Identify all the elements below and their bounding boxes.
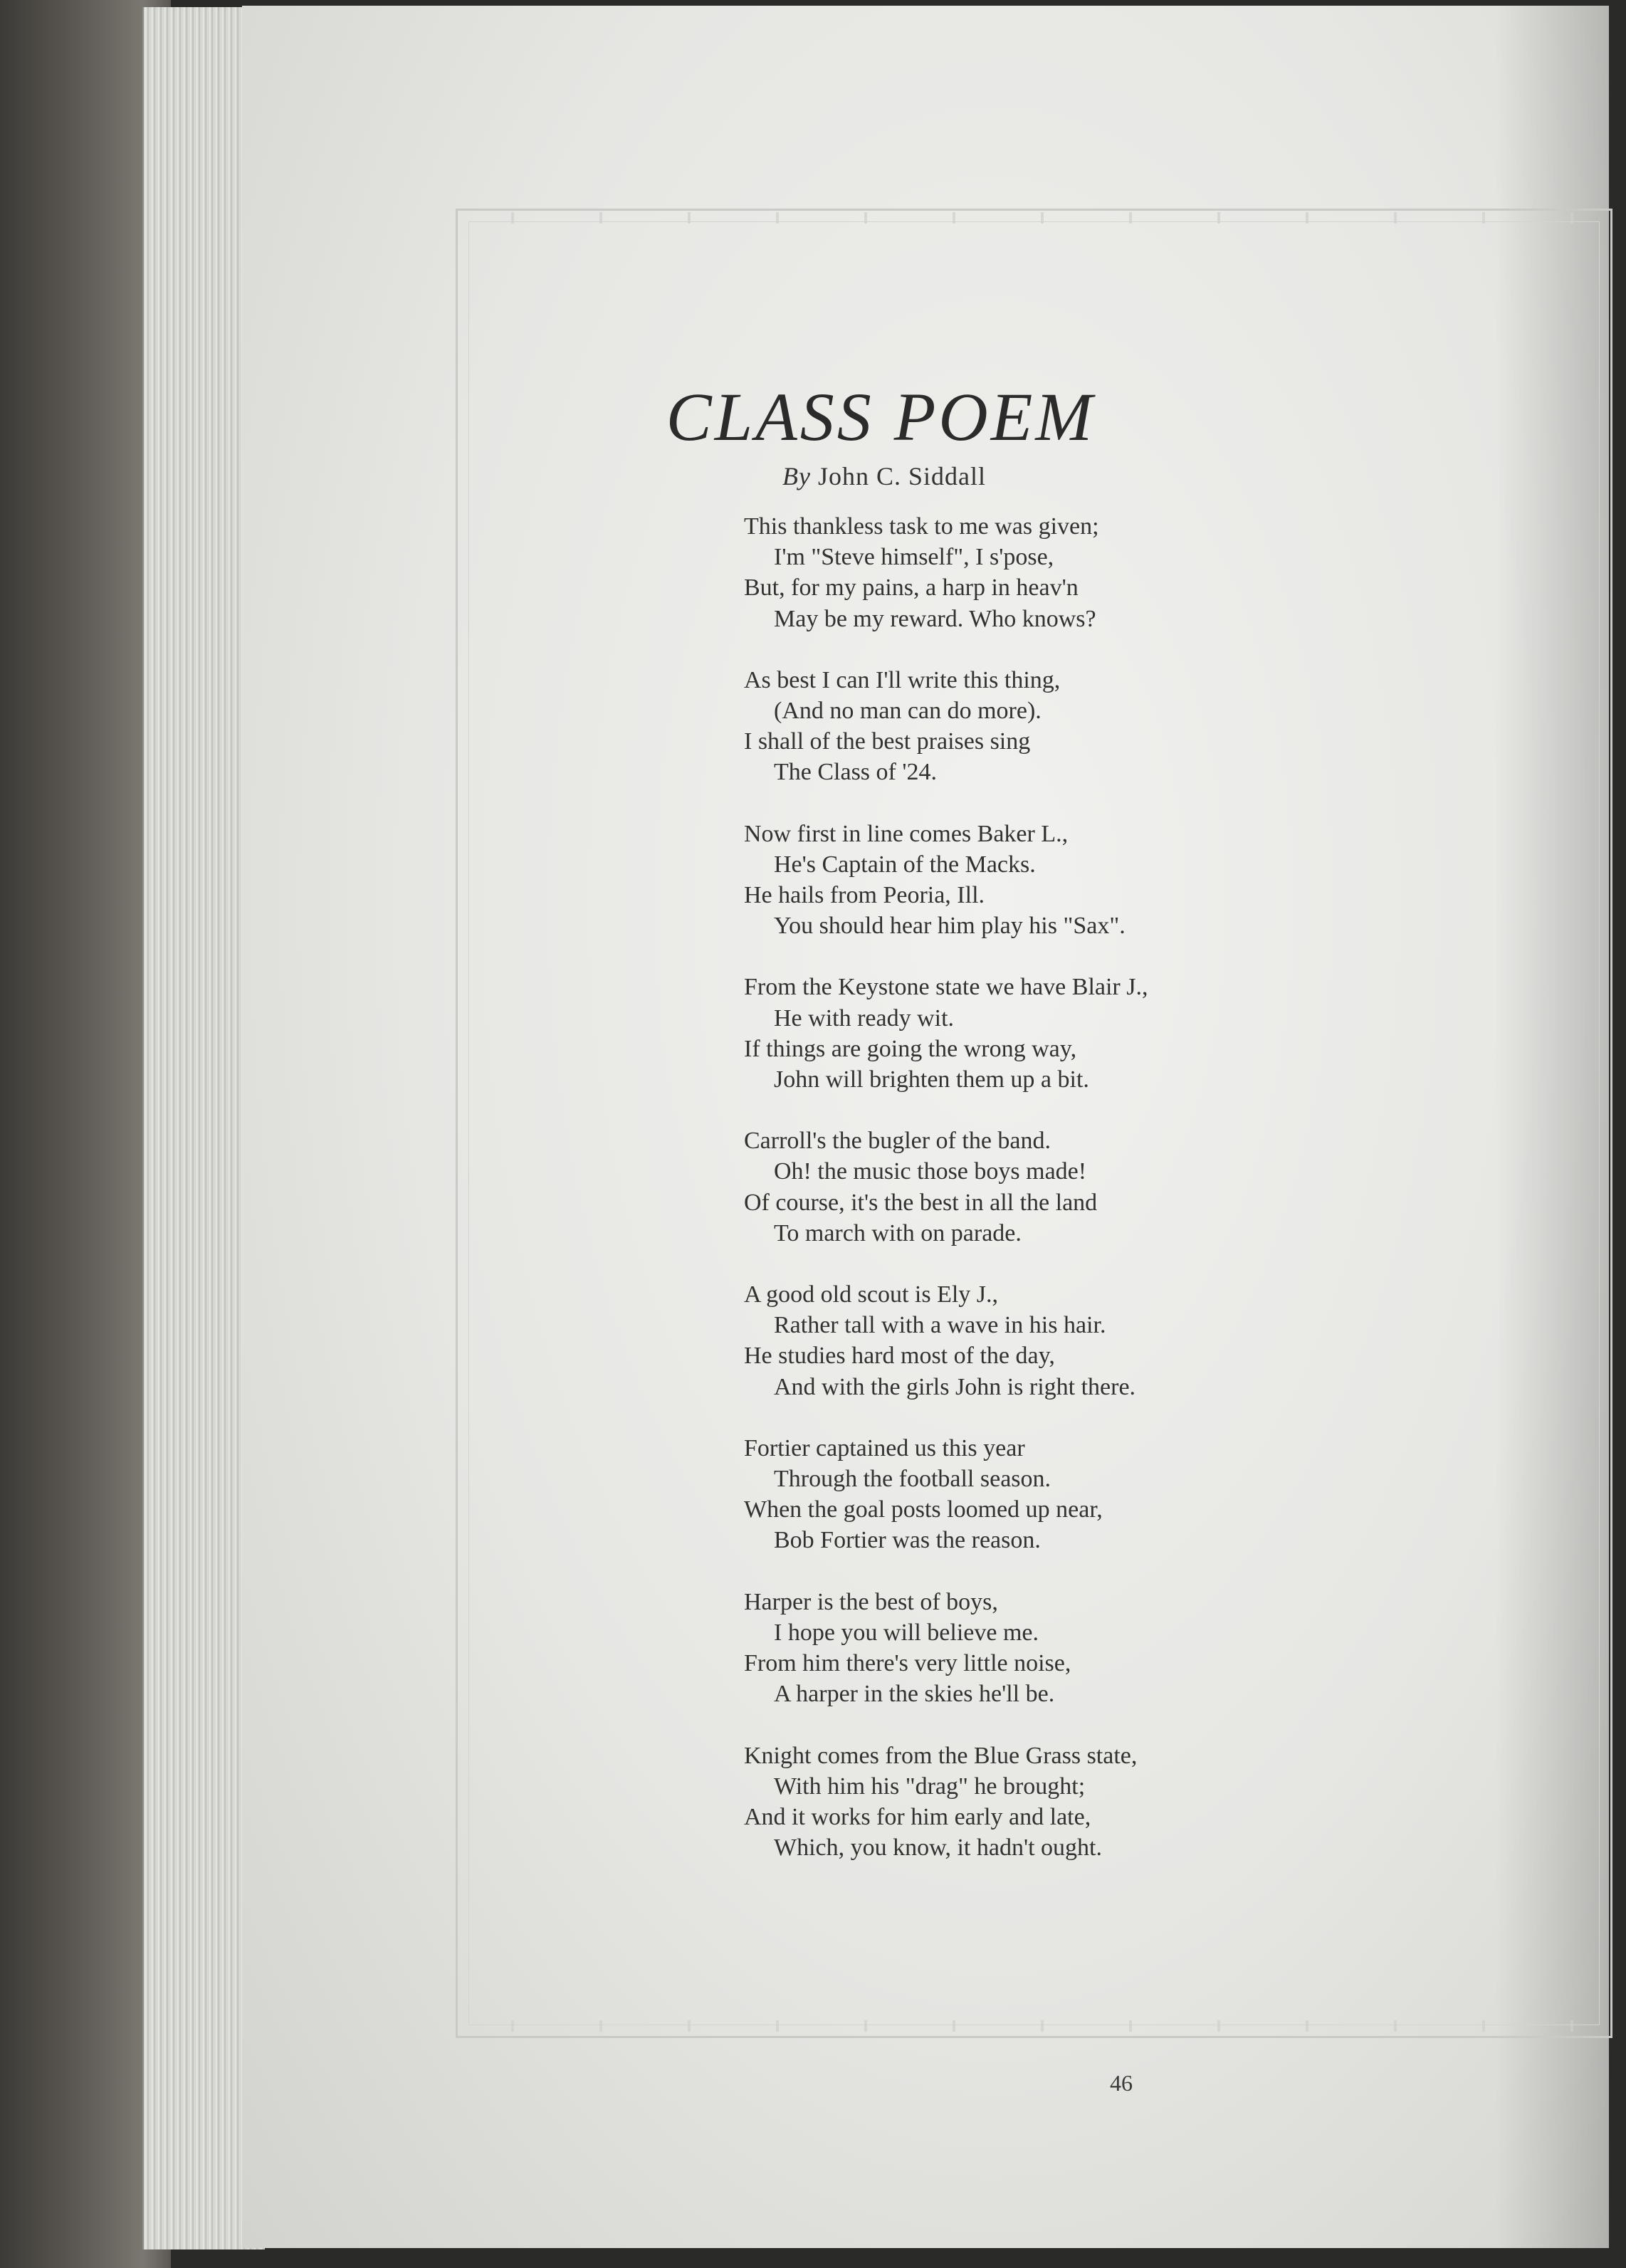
poem-line: Harper is the best of boys,: [744, 1588, 998, 1615]
poem-line: Of course, it's the best in all the land: [744, 1189, 1098, 1216]
poem-line: Which, you know, it hadn't ought.: [774, 1834, 1102, 1862]
author-name: John C. Siddall: [817, 462, 986, 490]
poem-line: When the goal posts loomed up near,: [744, 1496, 1103, 1523]
poem-line: As best I can I'll write this thing,: [744, 666, 1061, 693]
stanza: [744, 1433, 1548, 1556]
page-number: 46: [1110, 2070, 1133, 2096]
poem-body: [744, 511, 1548, 1894]
poem-line: To march with on parade.: [774, 1219, 1022, 1246]
stanza: [744, 972, 1548, 1095]
poem-line: I'm "Steve himself", I s'pose,: [774, 544, 1054, 571]
poem-line: Fortier captained us this year: [744, 1434, 1025, 1461]
poem-line: But, for my pains, a harp in heav'n: [744, 574, 1079, 602]
stanza: [744, 1587, 1548, 1710]
poem-line: This thankless task to me was given;: [744, 513, 1099, 540]
poem-line: (And no man can do more).: [774, 698, 1042, 725]
poem-line: May be my reward. Who knows?: [774, 605, 1096, 632]
stanza: [744, 1741, 1548, 1864]
stanza: [744, 665, 1548, 788]
stanza: [744, 1125, 1548, 1249]
poem-line: Through the football season.: [774, 1466, 1051, 1493]
poem-line: Oh! the music those boys made!: [774, 1158, 1087, 1185]
poem-line: You should hear him play his "Sax".: [774, 913, 1126, 940]
poem-line: Now first in line comes Baker L.,: [744, 820, 1069, 847]
poem-line: He with ready wit.: [774, 1004, 955, 1031]
byline: [0, 461, 1626, 491]
poem-line: From the Keystone state we have Blair J.,: [744, 974, 1148, 1001]
stanza: [744, 1279, 1548, 1402]
poem-line: He hails from Peoria, Ill.: [744, 882, 985, 909]
poem-line: And with the girls John is right there.: [774, 1373, 1136, 1400]
byline-prefix: By: [782, 462, 811, 490]
poem-line: The Class of '24.: [774, 759, 937, 786]
poem-line: A good old scout is Ely J.,: [744, 1281, 999, 1308]
poem-line: I shall of the best praises sing: [744, 728, 1031, 755]
border-ornament-bottom: [468, 2020, 1600, 2032]
poem-line: With him his "drag" he brought;: [774, 1773, 1086, 1800]
poem-line: Carroll's the bugler of the band.: [744, 1128, 1051, 1155]
stanza: [744, 819, 1548, 942]
border-ornament-top: [468, 212, 1600, 224]
poem-line: And it works for him early and late,: [744, 1803, 1091, 1830]
poem-line: Knight comes from the Blue Grass state,: [744, 1742, 1138, 1769]
poem-line: John will brighten them up a bit.: [774, 1066, 1089, 1093]
poem-line: I hope you will believe me.: [774, 1619, 1039, 1646]
poem-line: If things are going the wrong way,: [744, 1035, 1077, 1062]
poem-line: He studies hard most of the day,: [744, 1343, 1055, 1370]
poem-line: He's Captain of the Macks.: [774, 851, 1036, 878]
poem-title: CLASS POEM: [666, 379, 1096, 455]
poem-line: A harper in the skies he'll be.: [774, 1681, 1055, 1708]
poem-line: Bob Fortier was the reason.: [774, 1527, 1041, 1554]
poem-line: Rather tall with a wave in his hair.: [774, 1312, 1106, 1339]
stanza: [744, 511, 1548, 634]
poem-line: From him there's very little noise,: [744, 1650, 1071, 1677]
